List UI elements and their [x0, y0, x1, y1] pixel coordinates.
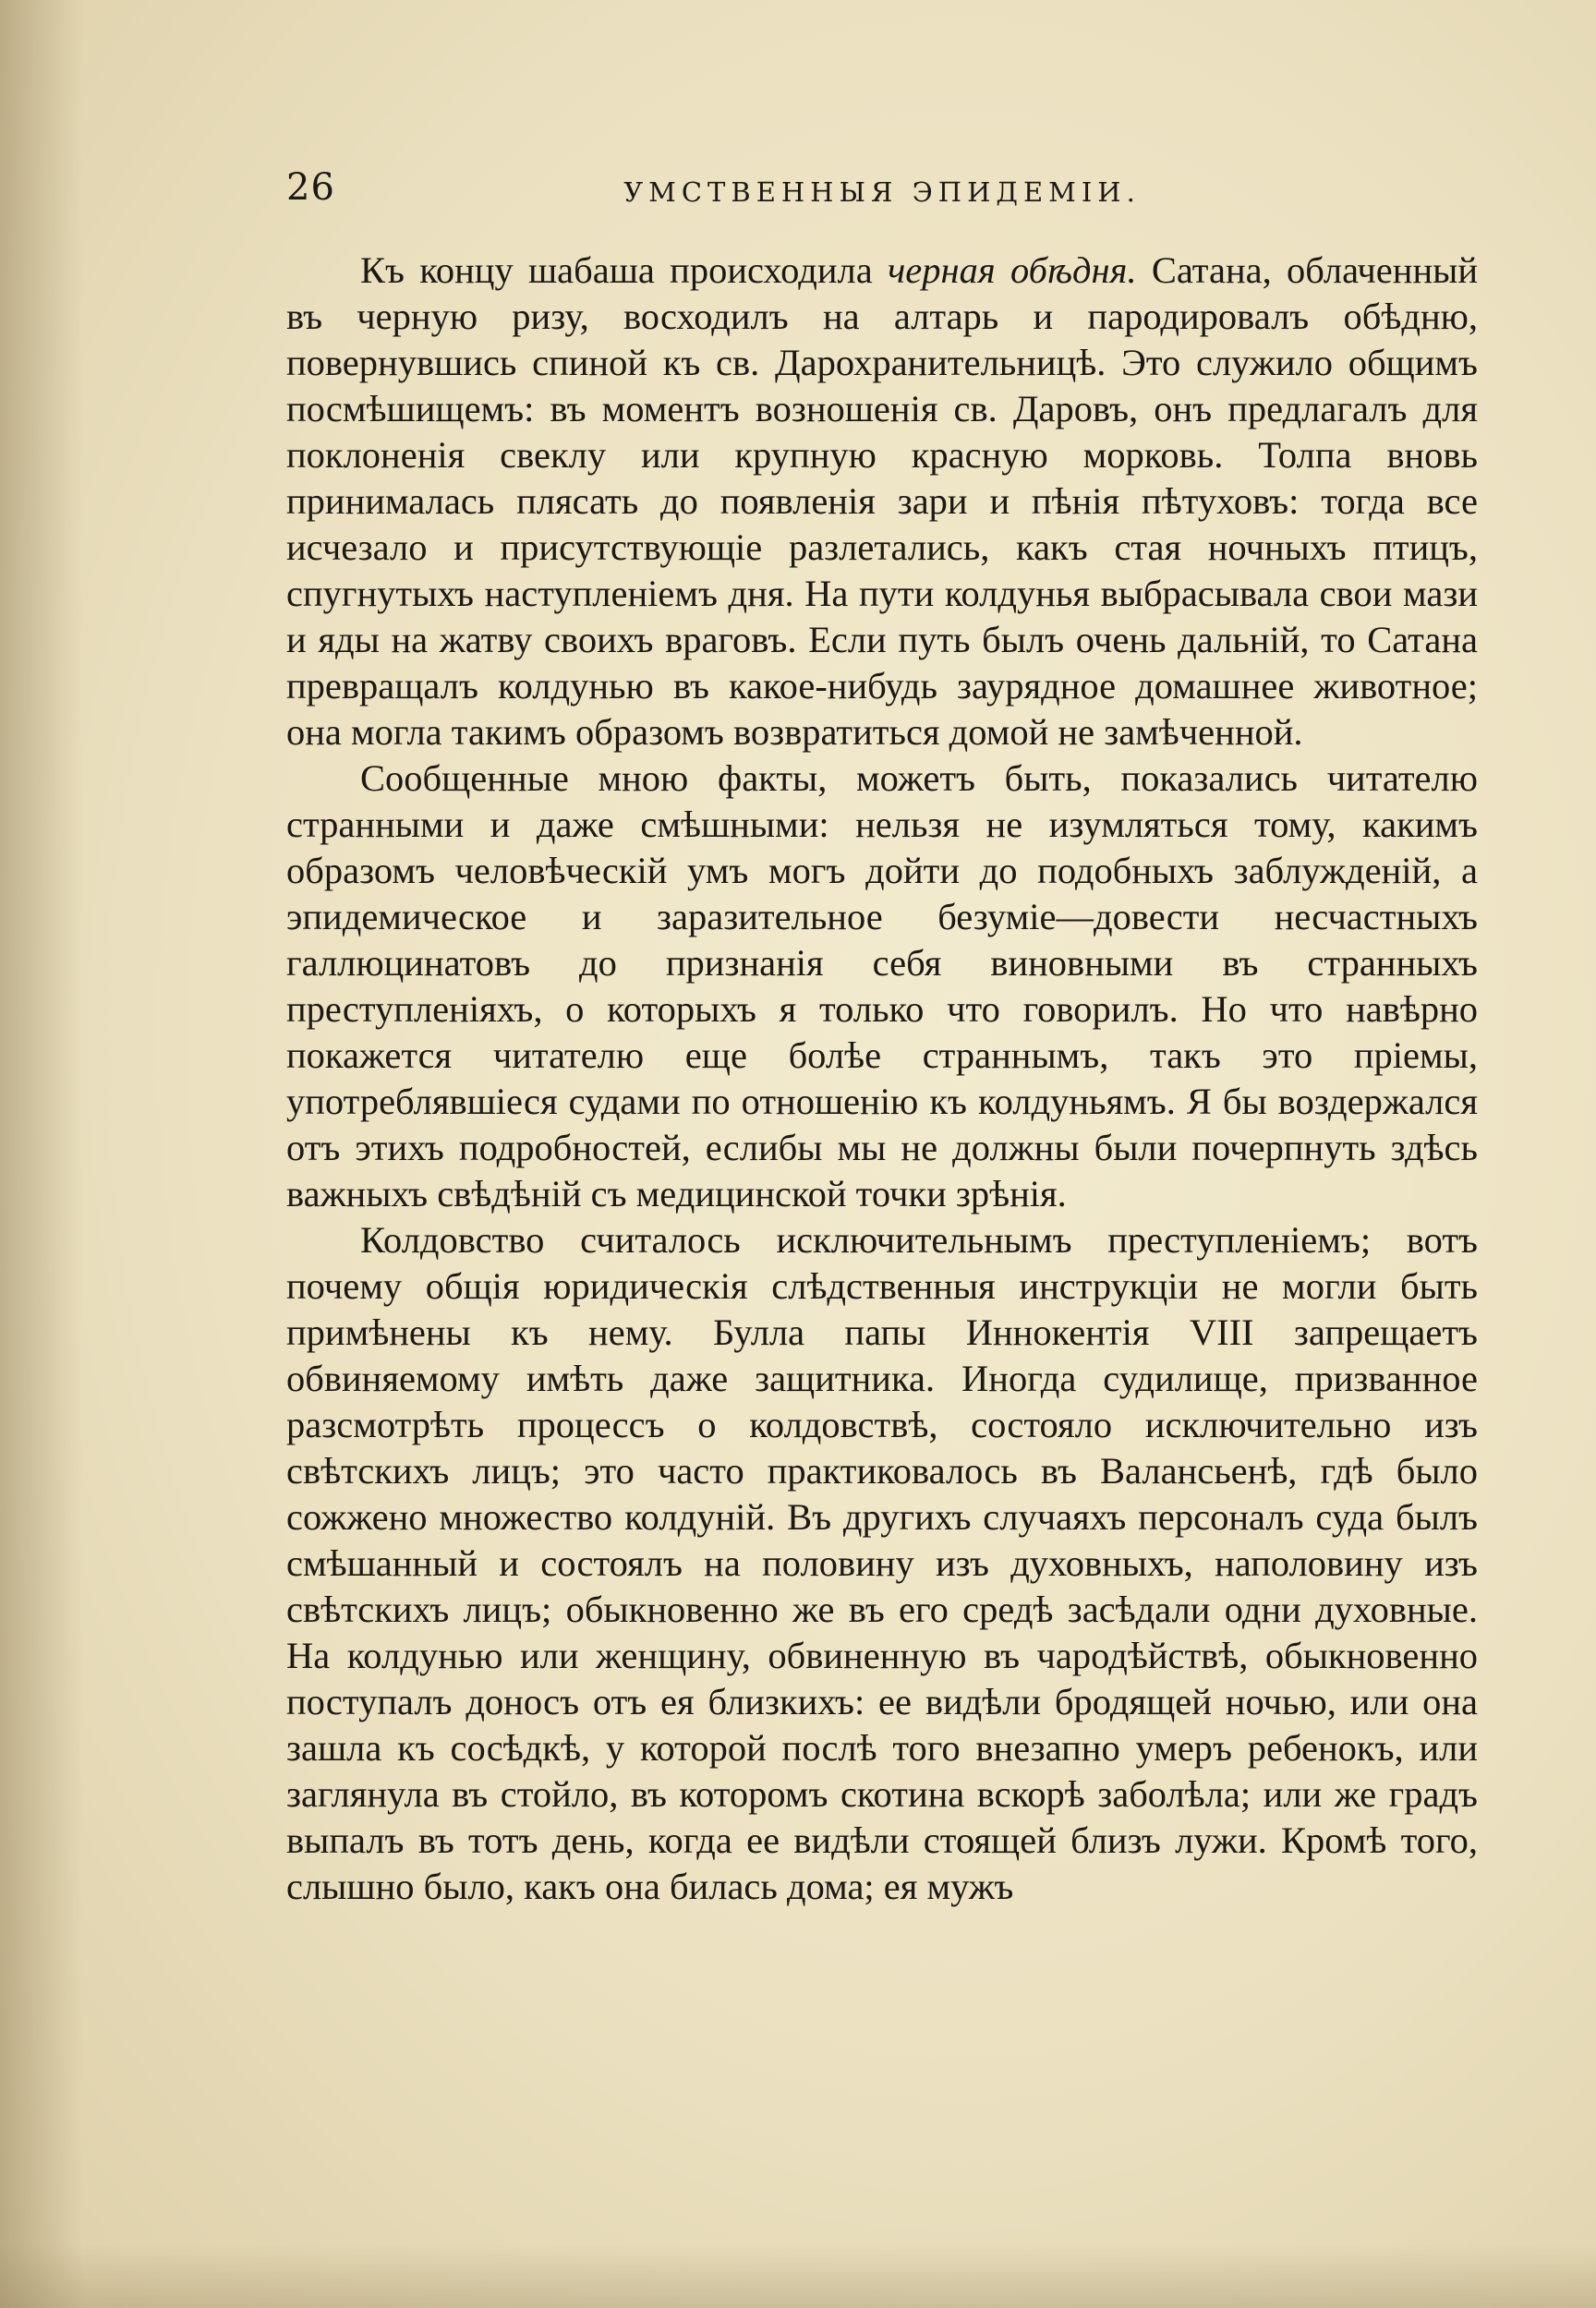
page-body: [286, 248, 1478, 1910]
page-header: [286, 155, 1478, 220]
paragraph-3: Колдовство считалось исключительнымъ преступленіемъ; вотъ почему общія юридическія слѣдственныя инструкціи не могли быть примѣнены къ нему. Булла папы Иннокентія VIII запрещаетъ обвиняемому имѣть даже защитника. Иногда судилище, призванное разсмотрѣть процессъ о колдовствѣ, состояло исключительно изъ свѣтскихъ лицъ; это часто практиковалось въ Валансьенѣ, гдѣ было сожжено множество колдуній. Въ другихъ случаяхъ персоналъ суда былъ смѣшанный и состоялъ на половину изъ духовныхъ, наполовину изъ свѣтскихъ лицъ; обыкновенно же въ его средѣ засѣдали одни духовные. На колдунью или женщину, обвиненную въ чародѣйствѣ, обыкновенно поступалъ доносъ отъ ея близкихъ: ее видѣли бродящей ночью, или она зашла къ сосѣдкѣ, у которой послѣ того внезапно умеръ ребенокъ, или заглянула въ стойло, въ которомъ скотина вскорѣ заболѣла; или же градъ выпалъ въ тотъ день, когда ее видѣли стоящей близъ лужи. Кромѣ того, слышно было, какъ она билась дома; ея мужъ: [286, 1219, 1478, 1907]
paragraph-1-rest: Сатана, облаченный въ черную ризу, восходилъ на алтарь и пародировалъ обѣдню, повернувшись спиной къ св. Дарохранительницѣ. Это служило общимъ посмѣшищемъ: въ моментъ возношенія св. Даровъ, онъ предлагалъ для поклоненія свеклу или крупную красную морковь. Толпа вновь принималась плясать до появленія зари и пѣнія пѣтуховъ: тогда все исчезало и присутствующіе разлетались, какъ стая ночныхъ птицъ, спугнутыхъ наступленіемъ дня. На пути колдунья выбрасывала свои мази и яды на жатву своихъ враговъ. Если путь былъ очень дальній, то Сатана превращалъ колдунью въ какое-нибудь заурядное домашнее животное; она могла такимъ образомъ возвратиться домой не замѣченной.: [286, 249, 1479, 753]
page-number: 26: [286, 166, 335, 209]
paragraph-1-start: Къ концу шабаша происходила: [360, 249, 888, 291]
running-head: УМСТВЕННЫЯ ЭПИДЕМІИ.: [623, 176, 1141, 208]
emphasis-black-mass: черная обѣдня.: [887, 249, 1137, 291]
paragraph-1: [286, 248, 1478, 755]
paragraph-2: Сообщенные мною факты, можетъ быть, показались читателю странными и даже смѣшными: нельзя не изумляться тому, какимъ образомъ человѣческій умъ могъ дойти до подобныхъ заблужденій, а эпидемическое и заразительное безуміе—довести несчастныхъ галлюцинатовъ до признанія себя виновными въ странныхъ преступленіяхъ, о которыхъ я только что говорилъ. Но что навѣрно покажется читателю еще болѣе страннымъ, такъ это пріемы, употреблявшіеся судами по отношенію къ колдуньямъ. Я бы воздержался отъ этихъ подробностей, еслибы мы не должны были почерпнуть здѣсь важныхъ свѣдѣній съ медицинской точки зрѣнія.: [286, 757, 1478, 1214]
